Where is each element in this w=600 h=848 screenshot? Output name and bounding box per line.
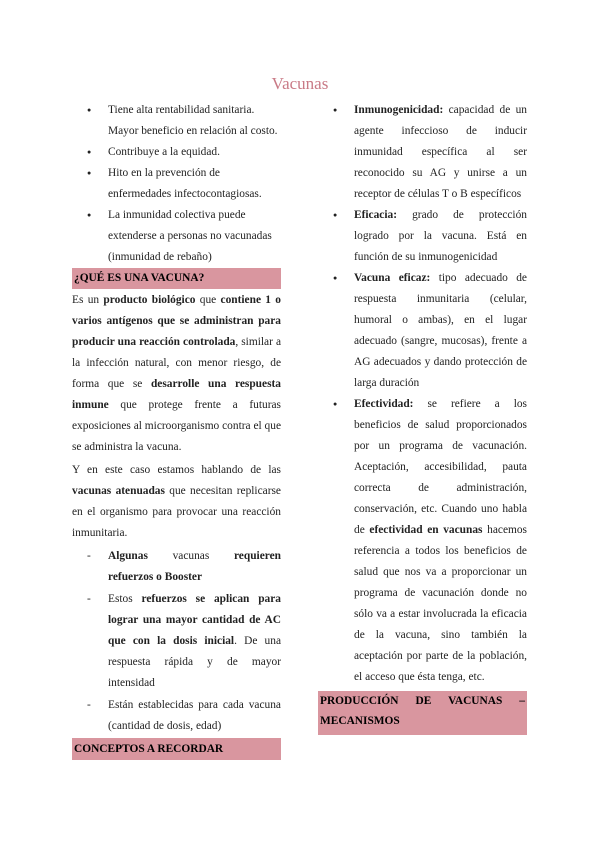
list-item: ● Hito en la prevención de enfermedades infectocontagiosas. [72, 163, 281, 205]
section-heading-conceptos: CONCEPTOS A RECORDAR [72, 738, 281, 760]
list-item: ● Contribuye a la equidad. [72, 142, 281, 163]
list-item: ● Vacuna eficaz: tipo adecuado de respuesta inmunitaria (celular, humoral o ambas), en el lugar adecuado (sangre, mucosas), frente a AG adecuados y dando protección de larga duración [318, 268, 527, 394]
list-item: ● La inmunidad colectiva puede extenderse a personas no vacunadas (inmunidad de rebaño) [72, 205, 281, 268]
list-item: - Están establecidas para cada vacuna (cantidad de dosis, edad) [72, 695, 281, 737]
list-item: - Estos refuerzos se aplican para lograr una mayor cantidad de AC que con la dosis inicial. De una respuesta rápida y de mayor intensidad [72, 589, 281, 694]
list-item: ● Eficacia: grado de protección logrado por la vacuna. Está en función de su inmunogenicidad [318, 205, 527, 268]
page-title: Vacunas [271, 74, 329, 93]
list-item: ● Inmunogenicidad: capacidad de un agente infeccioso de inducir inmunidad específica al ser reconocido su AG y unirse a un receptor de células T o B específicos [318, 100, 527, 205]
section-heading-produccion: PRODUCCIÓN DE VACUNAS – MECANISMOS [318, 691, 527, 735]
benefits-list [72, 100, 281, 268]
section-heading-que-es: ¿QUÉ ES UNA VACUNA? [72, 268, 281, 289]
paragraph-attenuated: Y en este caso estamos hablando de las vacunas atenuadas que necesitan replicarse en el organismo para provocar una reacción inmunitaria. [72, 464, 281, 539]
list-item: ● Efectividad: se refiere a los beneficios de salud proporcionados por un programa de vacunación. Aceptación, accesibilidad, pauta correcta de administración, conservación, etc. Cuando uno habla de efectividad en vacunas hacemos referencia a todos los beneficios de salud que nos va a proporcionar un programa de vacunación donde no sólo va a estar involucrada la eficacia de la vacuna, sino también la aceptación por parte de la población, el acceso que ésta tenga, etc. [318, 394, 527, 688]
list-item: - Algunas vacunas requieren refuerzos o Booster [72, 546, 281, 588]
booster-list [72, 546, 281, 737]
list-item: ● Tiene alta rentabilidad sanitaria. Mayor beneficio en relación al costo. [72, 100, 281, 142]
left-column [72, 100, 281, 760]
paragraph-definition: Es un producto biológico que contiene 1 o varios antígenos que se administran para producir una reacción controlada, similar a la infección natural, con menor riesgo, de forma que se desarrolle una respuesta inmune que protege frente a futuras exposiciones al microorganismo contra el que se administra la vacuna. [72, 294, 281, 453]
right-column [318, 100, 527, 735]
concepts-list [318, 100, 527, 688]
